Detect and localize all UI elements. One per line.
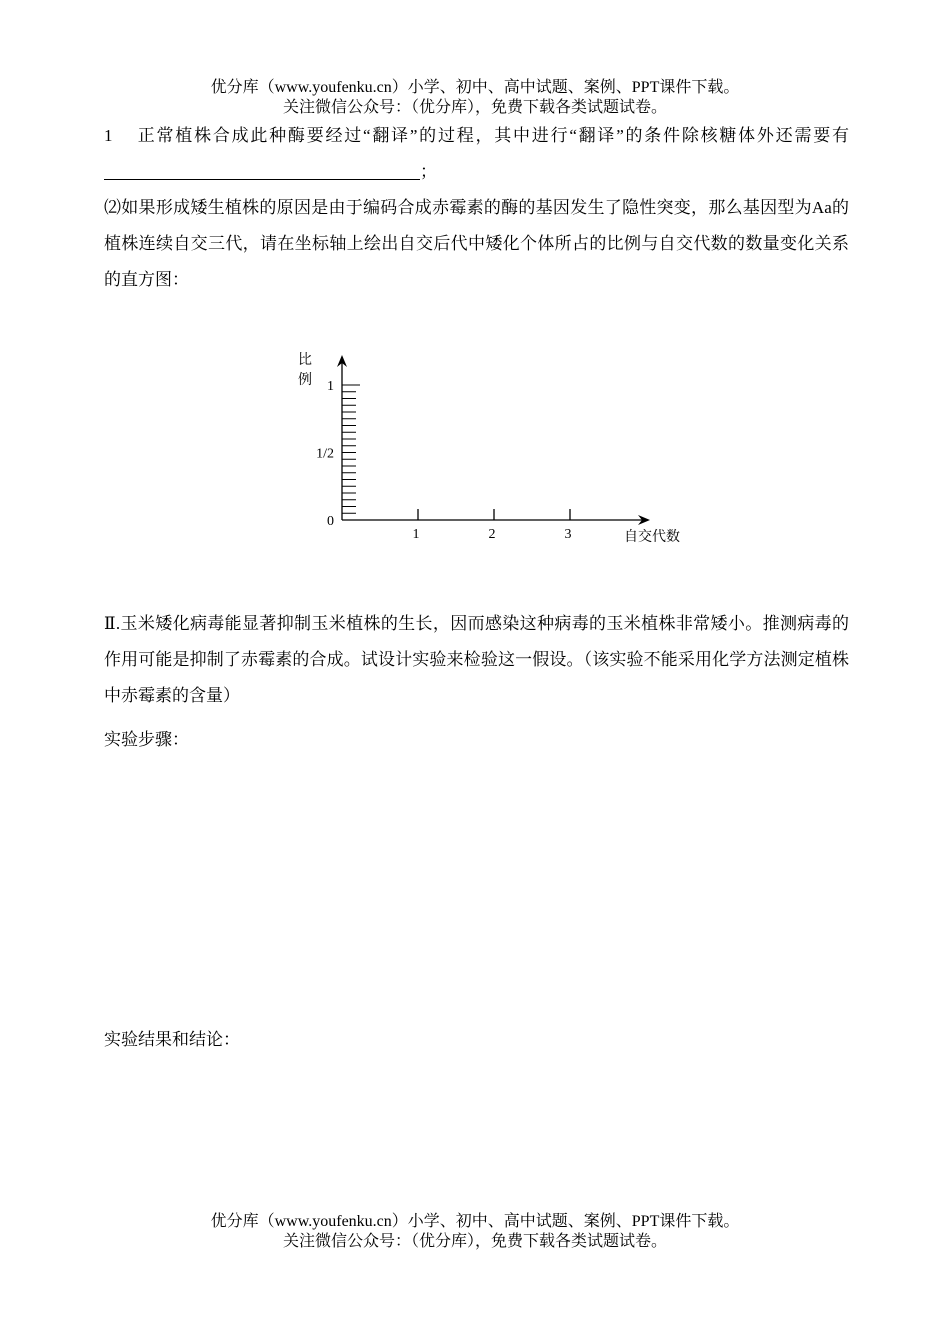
question-1 xyxy=(104,118,849,190)
page-header xyxy=(0,78,950,118)
results-label: 实验结果和结论： xyxy=(104,1030,240,1049)
section-2-text: .玉米矮化病毒能显著抑制玉米植株的生长，因而感染这种病毒的玉米植株非常矮小。推测病毒的作用可能是抑制了赤霉素的合成。试设计实验来检验这一假设。（该实验不能采用化学方法测定植株中赤霉素的含量） xyxy=(104,614,850,705)
section-2 xyxy=(104,606,849,714)
page-footer xyxy=(0,1212,950,1252)
x-tick-label: 2 xyxy=(488,527,496,542)
question-2-number: ⑵ xyxy=(104,198,122,217)
y-axis-label-1: 比 xyxy=(298,353,312,368)
x-axis-label: 自交代数 xyxy=(624,530,680,545)
question-1-end: ； xyxy=(420,162,437,181)
footer-line-2: 关注微信公众号：（优分库），免费下载各类试题试卷。 xyxy=(282,1233,667,1250)
footer-line-1: 优分库（www.youfenku.cn）小学、初中、高中试题、案例、PPT课件下载。 xyxy=(210,1213,740,1230)
question-2 xyxy=(104,190,849,298)
question-1-number: 1 xyxy=(104,126,113,145)
x-ticks xyxy=(413,509,572,542)
y-axis-label-2: 例 xyxy=(298,373,312,388)
answer-blank[interactable] xyxy=(104,159,420,180)
header-line-1: 优分库（www.youfenku.cn）小学、初中、高中试题、案例、PPT课件下载。 xyxy=(210,79,740,96)
steps-label: 实验步骤： xyxy=(104,730,189,749)
question-1-text: 正常植株合成此种酶要经过“翻译”的过程，其中进行“翻译”的条件除核糖体外还需要有 xyxy=(136,126,849,145)
section-2-number: Ⅱ xyxy=(104,614,116,633)
y-tick-label: 1/2 xyxy=(316,446,334,462)
question-2-text: 如果形成矮生植株的原因是由于编码合成赤霉素的酶的基因发生了隐性突变，那么基因型为Aa的植株连续自交三代，请在坐标轴上绘出自交后代中矮化个体所占的比例与自交代数的数量变化关系的直方图： xyxy=(104,198,850,289)
header-line-2: 关注微信公众号：（优分库），免费下载各类试题试卷。 xyxy=(282,99,667,116)
y-tick-label: 0 xyxy=(327,514,334,529)
y-tick-labels xyxy=(316,379,334,529)
x-tick-label: 3 xyxy=(564,527,572,542)
chart-axes xyxy=(337,355,650,525)
y-minor-ticks xyxy=(342,385,360,520)
x-tick-label: 1 xyxy=(412,527,420,542)
chart[interactable] xyxy=(290,345,700,555)
y-tick-label: 1 xyxy=(327,379,334,394)
